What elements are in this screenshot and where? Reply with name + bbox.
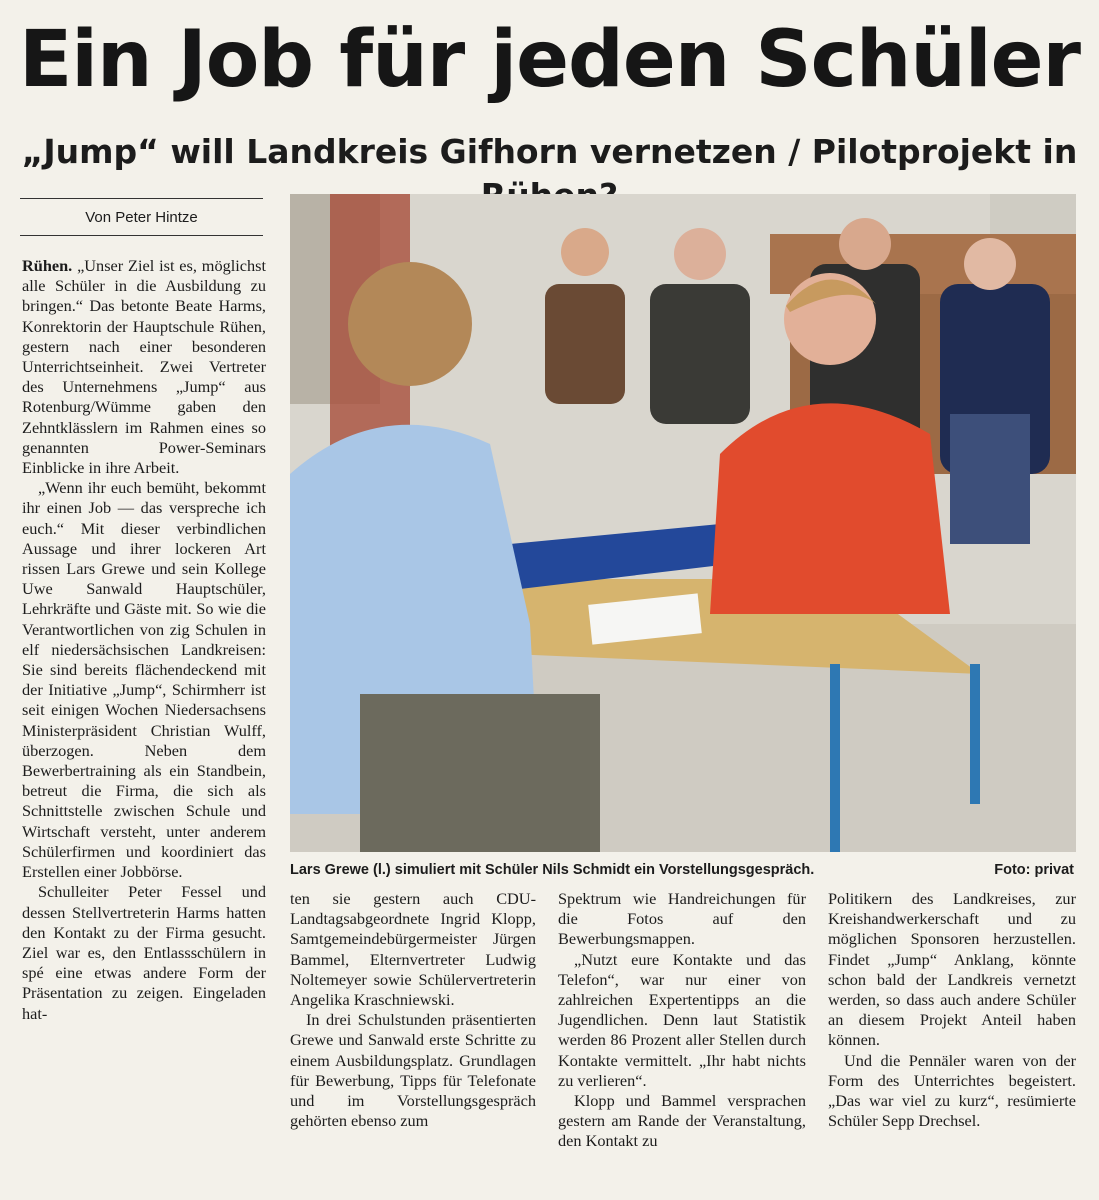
paragraph — [22, 256, 266, 478]
paragraph: Und die Pennäler waren von der Form des Unterrichtes begeistert. „Das war viel zu kurz“, resümierte Schüler Sepp Drechsel. — [828, 1050, 1076, 1131]
article-column-3 — [558, 889, 806, 1152]
paragraph-text: „Unser Ziel ist es, möglichst alle Schüler in die Ausbildung zu bringen.“ Das betonte Beate Harms, Konrektorin der Hauptschule Rühen, gestern nach einer besonderen Unterrichtseinheit. Zwei Vertreter des Unternehmens „Jump“ aus Rotenburg/Wümme gaben den Zehntklässlern im Rahmen eines so genannten Power-Seminars Einblicke in ihre Arbeit. — [22, 256, 266, 478]
dateline: Rühen. — [22, 256, 73, 275]
photo-caption-bar — [290, 858, 1076, 882]
paragraph: ten sie gestern auch CDU-Landtagsabgeordnete Ingrid Klopp, Samtgemeindebürgermeister Jürgen Bammel, Elternvertreter Ludwig Noltemeyer sowie Schülervertreterin Angelika Kraschniewski. — [290, 889, 536, 1010]
byline: Von Peter Hintze — [20, 198, 263, 236]
photo-caption: Lars Grewe (l.) simuliert mit Schüler Nils Schmidt ein Vorstellungsgespräch. — [290, 862, 815, 878]
subheadline: „Jump“ will Landkreis Gifhorn vernetzen / Pilotprojekt in — [21, 132, 1078, 171]
photo-credit: Foto: privat — [994, 862, 1074, 878]
paragraph: „Wenn ihr euch bemüht, bekommt ihr einen Job — das verspreche ich euch.“ Mit dieser verbindlichen Aussage und ihrer lockeren Art rissen Lars Grewe und sein Kollege Uwe Sanwald Hauptschüler, Lehrkräfte und Gäste mit. So wie die Verantwortlichen von zig Schulen in elf niedersächsischen Landkreisen: Sie sind bereits flächendeckend mit der Initiative „Jump“, Schirmherr ist seit einigen Wochen Niedersachsens Ministerpräsident Christian Wulff, überzogen. Neben dem Bewerbertraining als ein Standbein, betreut die Firma, die sich als Schnittstelle zwischen Schule und Wirtschaft versteht, unter anderem Schülerfirmen und koordiniert das Erstellen einer Jobbörse. — [22, 478, 266, 882]
headline: Ein Job für jeden Schüler — [18, 15, 1081, 105]
paragraph: Klopp und Bammel versprachen gestern am Rande der Veranstaltung, den Kontakt zu — [558, 1091, 806, 1151]
article-column-2 — [290, 889, 536, 1131]
paragraph: Spektrum wie Handreichungen für die Fotos auf den Bewerbungsmappen. — [558, 889, 806, 949]
paragraph: Politikern des Landkreises, zur Kreishandwerkerschaft und zu möglichen Sponsoren herzustellen. Findet „Jump“ Anklang, könnte schon bald der Landkreis vernetzt werden, so dass auch andere Schüler an diesem Projekt Anteil haben können. — [828, 889, 1076, 1050]
article-photo — [290, 194, 1076, 852]
classroom-scene-illustration — [290, 194, 1076, 852]
paragraph: In drei Schulstunden präsentierten Grewe und Sanwald erste Schritte zu einem Ausbildungsplatz. Grundlagen für Bewerbung, Tipps für Telefonate und im Vorstellungsgespräch gehörten ebenso zum — [290, 1010, 536, 1131]
article-column-1 — [22, 256, 266, 1024]
paragraph: „Nutzt eure Kontakte und das Telefon“, war nur einer von zahlreichen Expertentipps an die Jugendlichen. Denn laut Statistik werden 86 Prozent aller Stellen durch Kontakte vermittelt. „Ihr habt nichts zu verlieren“. — [558, 949, 806, 1090]
paragraph: Schulleiter Peter Fessel und dessen Stellvertreterin Harms hatten den Kontakt zu der Firma gesucht. Ziel war es, den Entlassschülern in spé eine etwas andere Form der Präsentation zu zeigen. Eingeladen hat- — [22, 882, 266, 1023]
article-column-4 — [828, 889, 1076, 1131]
